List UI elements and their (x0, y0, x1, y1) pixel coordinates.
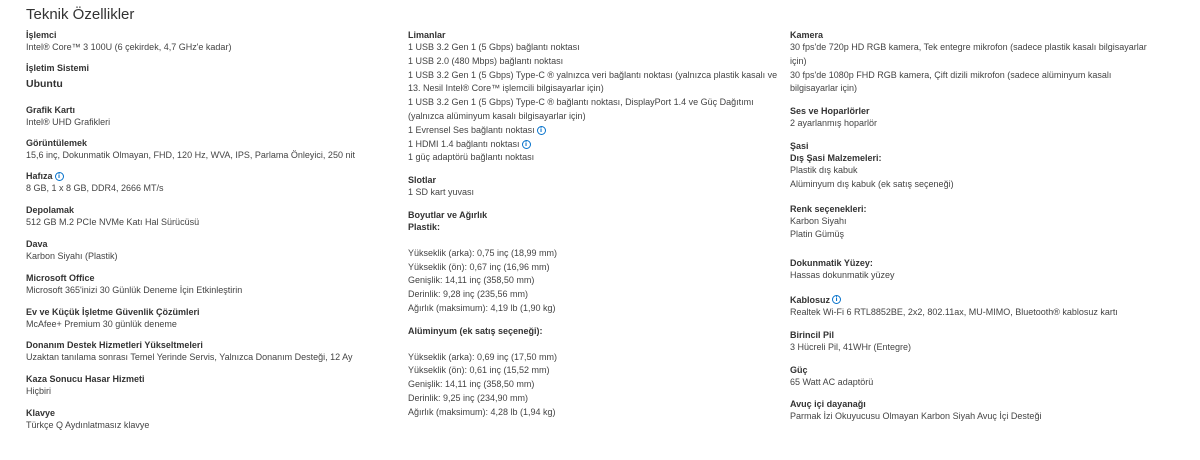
spec-label (408, 209, 780, 221)
spec-value (26, 216, 398, 230)
spec-value-text: Alüminyum dış kabuk (ek satış seçeneği) (790, 178, 954, 189)
spec-value-text: Derinlik: 9,25 inç (234,90 mm) (408, 392, 529, 403)
spec-section (790, 257, 1175, 283)
spec-column-3 (790, 29, 1175, 433)
spec-value-text: Intel® UHD Grafikleri (26, 116, 111, 127)
spec-value (408, 406, 780, 420)
spec-value (790, 178, 1175, 192)
spec-value-text: (yalnızca alüminyum kasalı bilgisayarlar için) (408, 110, 586, 121)
spec-value (790, 341, 1175, 355)
spec-value-text: Intel® Core™ 3 100U (6 çekirdek, 4,7 GHz'e kadar) (26, 42, 232, 52)
spec-value (790, 215, 1175, 229)
spec-section (26, 339, 398, 365)
spec-label-text: İşletim Sistemi (26, 62, 90, 73)
spec-label-text: Kaza Sonucu Hasar Hizmeti (26, 374, 145, 385)
spec-label (26, 137, 398, 149)
spec-value-text: Hassas dokunmatik yüzey (790, 270, 895, 281)
spec-value-text: 2 ayarlanmış hoparlör (790, 118, 878, 129)
spec-section (26, 373, 398, 399)
spec-label-text: Hafıza (26, 171, 53, 182)
spec-value (408, 138, 780, 152)
spec-value (408, 288, 780, 302)
spec-value-text: Yükseklik (ön): 0,61 inç (15,52 mm) (408, 365, 550, 376)
spec-label-text: Ev ve Küçük İşletme Güvenlik Çözümleri (26, 306, 200, 317)
spec-section (26, 62, 398, 92)
spec-value-text: 30 fps'de 720p HD RGB kamera, Tek entegre mikrofon (sadece plastik kasalı bilgisayarlar (790, 42, 1147, 52)
spec-sublabel: Plastik: (408, 221, 441, 232)
spec-label (26, 170, 398, 182)
spec-value (408, 96, 780, 110)
spec-label (790, 29, 1175, 41)
spec-value-text: için) (790, 55, 807, 66)
spec-sublabel: Dış Şasi Malzemeleri: (790, 152, 882, 163)
spec-value-text: 15,6 inç, Dokunmatik Olmayan, FHD, 120 Hz, WVA, IPS, Parlama Önleyici, 250 nit (26, 149, 355, 160)
spec-value-text: 13. Nesil Intel® Core™ işlemcili bilgisayarlar için) (408, 83, 604, 94)
spec-column-1 (26, 29, 398, 441)
spec-value (408, 69, 780, 83)
spec-section (26, 29, 398, 55)
spec-value (790, 269, 1175, 283)
spec-section (26, 272, 398, 298)
spec-value (408, 151, 780, 165)
spec-value (26, 385, 398, 399)
spec-section (790, 140, 1175, 192)
spec-section (790, 105, 1175, 131)
spec-value-text: Ağırlık (maksimum): 4,28 lb (1,94 kg) (408, 406, 556, 417)
spec-label-text: Depolamak (26, 205, 75, 216)
spec-label-text: Kablosuz (790, 294, 831, 305)
spec-label-text: İşlemci (26, 30, 57, 40)
spec-value (790, 41, 1175, 55)
spec-value (408, 351, 780, 365)
spec-value-text: 65 Watt AC adaptörü (790, 376, 874, 387)
spec-label-text: Ses ve Hoparlörler (790, 106, 870, 117)
spec-section (408, 325, 780, 420)
spec-section (26, 204, 398, 230)
spec-section (790, 29, 1175, 96)
spec-section (26, 170, 398, 196)
spec-value-text: 1 güç adaptörü bağlantı noktası (408, 152, 535, 163)
spec-value-text: 1 SD kart yuvası (408, 187, 475, 198)
spec-label (26, 272, 398, 284)
spec-column-2 (408, 29, 780, 429)
spec-label-text: Donanım Destek Hizmetleri Yükseltmeleri (26, 340, 203, 351)
spec-value-text: 8 GB, 1 x 8 GB, DDR4, 2666 MT/s (26, 183, 164, 194)
spec-section (26, 306, 398, 332)
spec-value-text: Realtek Wi-Fi 6 RTL8852BE, 2x2, 802.11ax, MU-MIMO, Bluetooth® kablosuz kartı (790, 306, 1118, 317)
spec-value-text: 1 USB 2.0 (480 Mbps) bağlantı noktası (408, 55, 564, 66)
spec-value-text: Yükseklik (ön): 0,67 inç (16,96 mm) (408, 261, 550, 272)
spec-value-text: 1 USB 3.2 Gen 1 (5 Gbps) Type-C ® yalnızca veri bağlantı noktası (yalnızca plastik kasalı ve (408, 69, 778, 80)
spec-value (408, 364, 780, 378)
spec-value-text: Karbon Siyahı (790, 215, 847, 226)
spec-label-text: Alüminyum (ek satış seçeneği): (408, 325, 543, 336)
spec-value (26, 182, 398, 196)
spec-value-text: Derinlik: 9,28 inç (235,56 mm) (408, 289, 529, 300)
spec-value-text: Genişlik: 14,11 inç (358,50 mm) (408, 275, 535, 286)
spec-label (790, 398, 1175, 410)
spec-value (408, 392, 780, 406)
spec-value (790, 228, 1175, 242)
spec-label (790, 105, 1175, 117)
spec-section (790, 203, 1175, 243)
spec-section (408, 174, 780, 200)
spec-section (790, 398, 1175, 424)
spec-value (408, 233, 780, 247)
spec-label-text: Güç (790, 364, 808, 375)
spec-value-text: Plastik dış kabuk (790, 164, 858, 175)
spec-value (26, 419, 398, 433)
spec-value (408, 41, 780, 55)
spec-value-text: Parmak İzi Okuyucusu Olmayan Karbon Siyah Avuç İçi Desteği (790, 411, 1042, 422)
spec-label (26, 204, 398, 216)
spec-label (790, 140, 1175, 152)
spec-label-text: Dokunmatik Yüzey: (790, 258, 873, 269)
spec-section (408, 209, 780, 316)
spec-value (408, 274, 780, 288)
spec-value-text: Platin Gümüş (790, 229, 845, 240)
spec-value (408, 247, 780, 261)
page-title: Teknik Özellikler (26, 6, 135, 23)
spec-section (408, 29, 780, 165)
spec-value-text: 1 HDMI 1.4 bağlantı noktası (408, 138, 520, 149)
spec-value (408, 186, 780, 200)
spec-value (408, 110, 780, 124)
info-icon[interactable]: i (522, 140, 531, 149)
spec-section (26, 137, 398, 163)
spec-value-text: 30 fps'de 1080p FHD RGB kamera, Çift dizili mikrofon (sadece alüminyum kasalı (790, 69, 1112, 80)
spec-label-text: Limanlar (408, 30, 446, 40)
spec-label (26, 62, 398, 74)
spec-label-text: Boyutlar ve Ağırlık (408, 209, 488, 220)
spec-label (790, 364, 1175, 376)
spec-section (790, 294, 1175, 320)
spec-value-text: 3 Hücreli Pil, 41WHr (Entegre) (790, 341, 912, 352)
spec-value-text: bilgisayarlar için) (790, 83, 858, 94)
spec-label-text: Grafik Kartı (26, 104, 76, 115)
spec-value (408, 55, 780, 69)
spec-value-text: 1 USB 3.2 Gen 1 (5 Gbps) Type-C ® bağlantı noktası, DisplayPort 1.4 ve Güç Dağıtımı (408, 97, 754, 108)
spec-value (26, 351, 398, 365)
info-icon[interactable]: i (55, 172, 64, 181)
spec-value (26, 41, 398, 55)
spec-value (26, 116, 398, 130)
spec-value-text: Türkçe Q Aydınlatmasız klavye (26, 419, 150, 430)
spec-label-text: Kamera (790, 30, 824, 40)
spec-value (790, 117, 1175, 131)
spec-value-text: Yükseklik (arka): 0,69 inç (17,50 mm) (408, 351, 558, 362)
spec-label (26, 373, 398, 385)
spec-value (408, 378, 780, 392)
spec-label-text: Birincil Pil (790, 329, 835, 340)
spec-label (26, 339, 398, 351)
spec-section (26, 104, 398, 130)
spec-label (790, 294, 1175, 306)
spec-label (790, 329, 1175, 341)
spec-value-text: 512 GB M.2 PCIe NVMe Katı Hal Sürücüsü (26, 217, 200, 228)
spec-label (408, 174, 780, 186)
spec-section (26, 238, 398, 264)
spec-label-text: Şasi (790, 140, 809, 151)
spec-value-text: Karbon Siyahı (Plastik) (26, 250, 118, 261)
spec-label-text: Avuç içi dayanağı (790, 399, 866, 410)
spec-label (26, 29, 398, 41)
spec-label-text: Microsoft Office (26, 272, 95, 283)
spec-value-text: Hiçbiri (26, 386, 52, 397)
spec-value (408, 302, 780, 316)
spec-section (790, 364, 1175, 390)
spec-value (790, 164, 1175, 178)
spec-value (26, 250, 398, 264)
spec-value (26, 284, 398, 298)
info-icon[interactable]: i (537, 126, 546, 135)
spec-label (26, 104, 398, 116)
spec-value (26, 318, 398, 332)
spec-label (26, 306, 398, 318)
spec-value: Ubuntu (26, 77, 63, 90)
spec-value-text: Microsoft 365'inizi 30 Günlük Deneme İçin Etkinleştirin (26, 284, 243, 295)
spec-label (26, 238, 398, 250)
spec-value (26, 149, 398, 163)
spec-value (408, 124, 780, 138)
spec-label (790, 257, 1175, 269)
spec-label (408, 29, 780, 41)
spec-value (790, 82, 1175, 96)
spec-value (790, 376, 1175, 390)
spec-label (26, 407, 398, 419)
spec-value (408, 82, 780, 96)
spec-value-text: 1 Evrensel Ses bağlantı noktası (408, 124, 535, 135)
spec-label-text: Slotlar (408, 175, 437, 186)
spec-section (790, 329, 1175, 355)
spec-value (790, 306, 1175, 320)
spec-value-text: Genişlik: 14,11 inç (358,50 mm) (408, 379, 535, 390)
spec-label-text: Klavye (26, 407, 56, 418)
spec-value (790, 55, 1175, 69)
spec-value (408, 261, 780, 275)
spec-value-text: Uzaktan tanılama sonrası Temel Yerinde Servis, Yalnızca Donanım Desteği, 12 Ay (26, 352, 353, 363)
spec-label-text: Renk seçenekleri: (790, 203, 867, 214)
spec-value-text: 1 USB 3.2 Gen 1 (5 Gbps) bağlantı noktası (408, 42, 580, 52)
spec-label (790, 203, 1175, 215)
spec-label (408, 325, 780, 337)
spec-section (26, 407, 398, 433)
spec-value-text: Ağırlık (maksimum): 4,19 lb (1,90 kg) (408, 302, 556, 313)
info-icon[interactable]: i (832, 295, 841, 304)
spec-value-text: McAfee+ Premium 30 günlük deneme (26, 318, 177, 329)
spec-value (790, 410, 1175, 424)
spec-value (408, 337, 780, 351)
spec-value-text: Yükseklik (arka): 0,75 inç (18,99 mm) (408, 247, 558, 258)
spec-label-text: Görüntülemek (26, 137, 88, 148)
spec-label-text: Dava (26, 238, 48, 249)
spec-value (790, 69, 1175, 83)
